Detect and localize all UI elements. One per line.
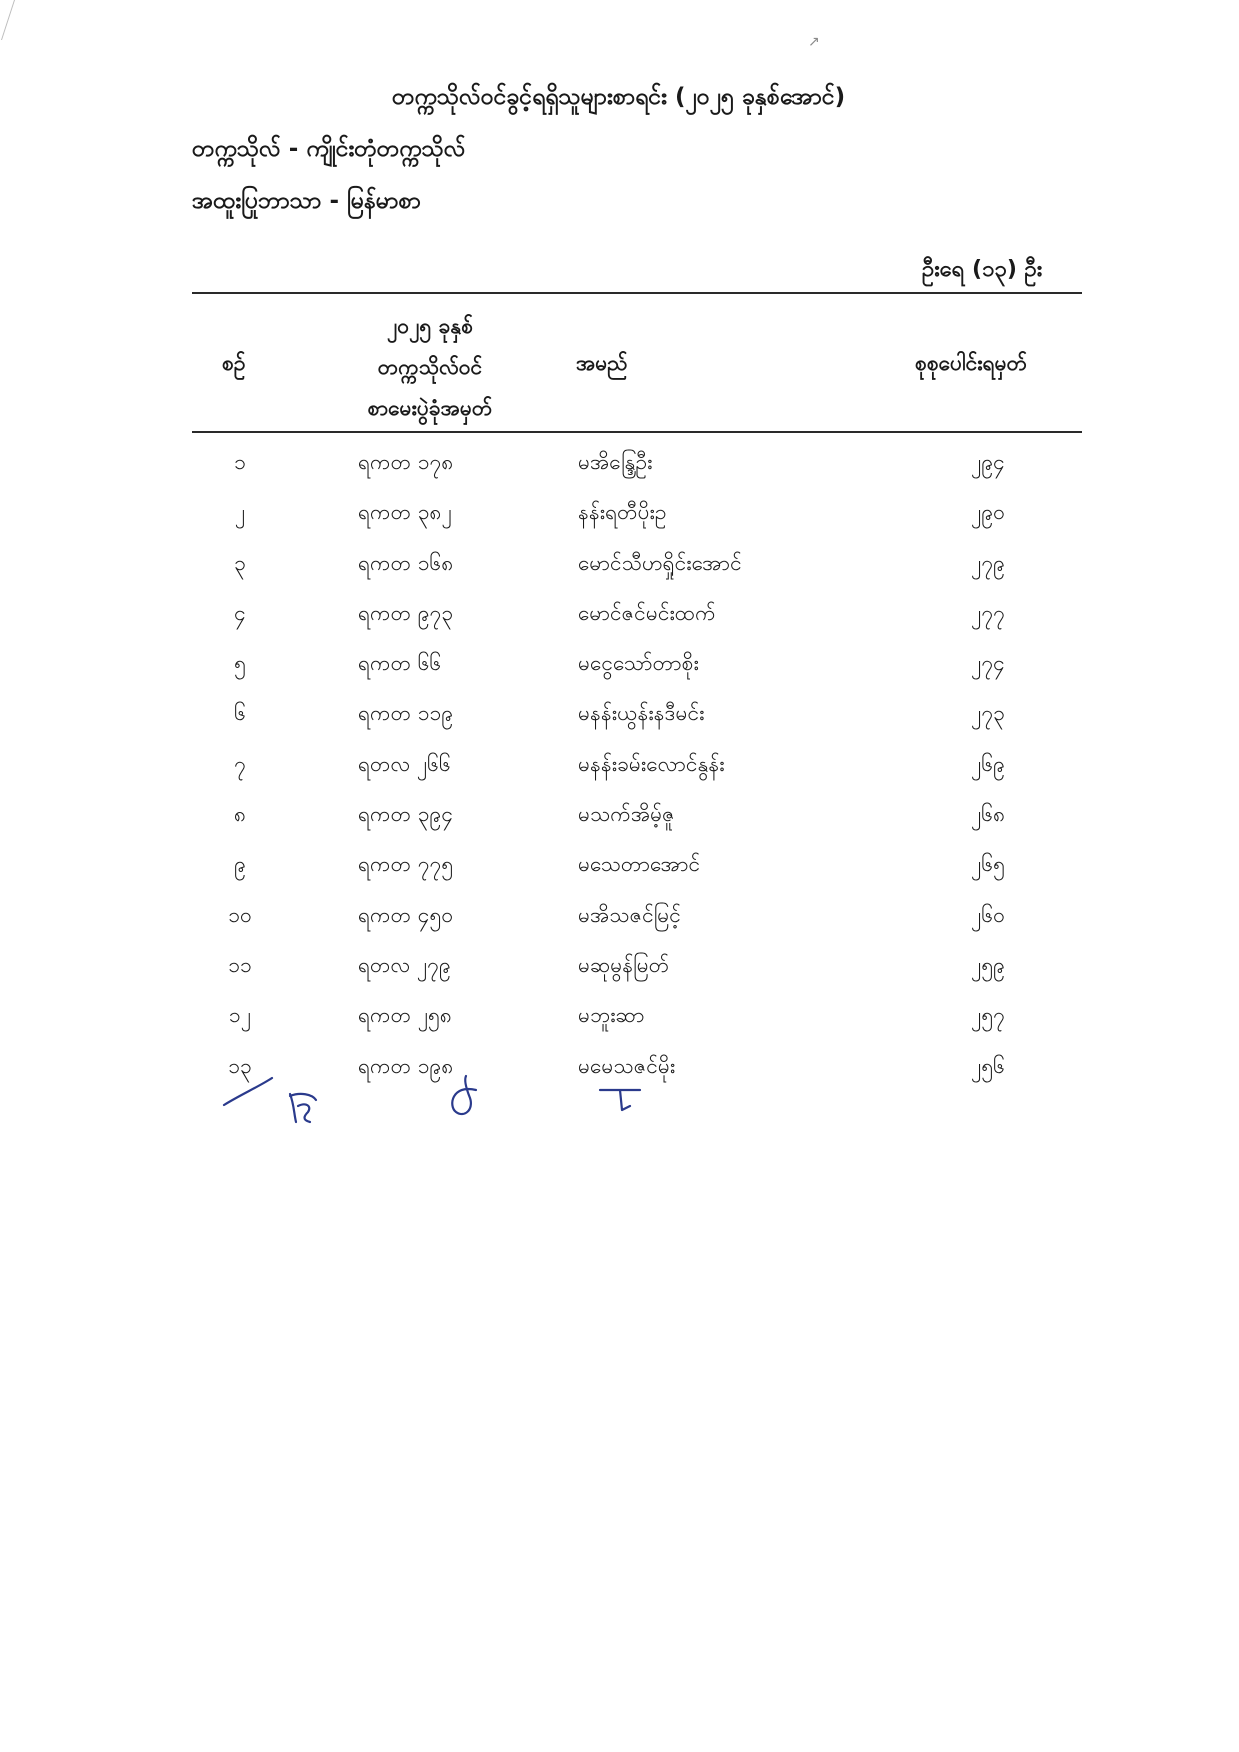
scan-speck: ↗ (808, 34, 820, 50)
cell-total-marks: ၂၇၄ (971, 651, 1005, 676)
cell-serial-no: ၁၁ (228, 952, 252, 977)
header-name: အမည် (576, 351, 628, 375)
table-row (0, 587, 1239, 637)
header-total-marks: စုစုပေါင်းရမှတ် (915, 351, 1028, 375)
table-body (0, 436, 1239, 1090)
signature-stroke-4 (600, 1090, 640, 1110)
cell-student-name: မောင်ဇင်မင်းထက် (578, 600, 716, 625)
cell-serial-no: ၁၀ (228, 902, 252, 927)
cell-serial-no: ၃ (234, 550, 246, 575)
cell-total-marks: ၂၇၃ (971, 701, 1005, 726)
student-count: ဦးရေ (၁၃) ဦး (922, 257, 1043, 282)
cell-roll-number: ရကတ ၃၉၄ (358, 802, 454, 827)
header-exam-roll-number (330, 306, 530, 429)
header-serial-no: စဉ် (222, 351, 246, 375)
cell-student-name: မနန်းယွန်းနဒီမင်း (578, 701, 705, 726)
cell-student-name: မအိန္ဒြေဦး (578, 450, 653, 474)
university-line: တက္ကသိုလ် - ကျိုင်းတုံတက္ကသိုလ် (192, 136, 466, 162)
cell-serial-no: ၉ (234, 852, 246, 877)
table-row (0, 939, 1239, 989)
cell-roll-number: ရကတ ၁၁၉ (358, 701, 454, 726)
cell-total-marks: ၂၉၀ (971, 500, 1005, 525)
cell-roll-number: ရကတ ၁၇၈ (358, 450, 454, 474)
table-row (0, 788, 1239, 838)
cell-roll-number: ရကတ ၂၅၈ (358, 1003, 452, 1028)
cell-roll-number: ရကတ ၉၇၃ (358, 600, 454, 625)
cell-serial-no: ၆ (234, 701, 246, 726)
cell-total-marks: ၂၅၇ (971, 1003, 1005, 1028)
table-row (0, 486, 1239, 536)
cell-student-name: မမေသဇင်မိုး (578, 1053, 676, 1078)
table-row (0, 436, 1239, 486)
table-header-rule (192, 431, 1082, 433)
signature-stroke-2 (290, 1094, 316, 1122)
cell-roll-number: ရတလ ၂၆၆ (358, 751, 451, 776)
cell-roll-number: ရကတ ၇၇၅ (358, 852, 454, 877)
cell-roll-number: ရကတ ၁၆၈ (358, 550, 454, 575)
cell-roll-number: ရကတ ၁၉၈ (358, 1053, 454, 1078)
cell-total-marks: ၂၆၅ (971, 852, 1005, 877)
major-subject-line: အထူးပြုဘာသာ - မြန်မာစာ (192, 188, 421, 214)
cell-total-marks: ၂၆၀ (971, 902, 1005, 927)
cell-roll-number: ရကတ ၆၆ (358, 651, 442, 676)
cell-total-marks: ၂၅၆ (971, 1053, 1005, 1078)
cell-student-name: မောင်သီဟရှိုင်းအောင် (578, 550, 742, 575)
cell-roll-number: ရတလ ၂၇၉ (358, 952, 451, 977)
table-row (0, 738, 1239, 788)
table-row (0, 889, 1239, 939)
table-row (0, 838, 1239, 888)
cell-serial-no: ၁၂ (228, 1003, 252, 1028)
table-row (0, 637, 1239, 687)
cell-total-marks: ၂၅၉ (971, 952, 1005, 977)
scan-edge-mark (0, 0, 15, 40)
table-row (0, 989, 1239, 1039)
cell-student-name: မအိသဇင်မြင့် (578, 902, 681, 927)
cell-student-name: မသက်အိမ့်ဇူ (578, 802, 675, 827)
cell-serial-no: ၂ (234, 500, 246, 525)
cell-student-name: မသေတာအောင် (578, 852, 701, 877)
cell-serial-no: ၈ (234, 802, 246, 827)
cell-serial-no: ၇ (234, 751, 246, 776)
cell-total-marks: ၂၇၇ (971, 600, 1005, 625)
cell-total-marks: ၂၆၉ (971, 751, 1005, 776)
cell-total-marks: ၂၇၉ (971, 550, 1005, 575)
header-exam-roll-line-1: ၂၀၂၅ ခုနှစ် (386, 314, 474, 338)
document-title: တက္ကသိုလ်ဝင်ခွင့်ရရှိသူများစာရင်း (၂၀၂၅ ခုနှစ်အောင်) (392, 84, 846, 110)
cell-student-name: မဘူးဆာ (578, 1003, 645, 1028)
cell-student-name: နန်းရတီပိုးဥ (578, 500, 667, 525)
cell-student-name: မငွေသော်တာစိုး (578, 651, 699, 676)
table-top-rule (192, 292, 1082, 294)
cell-student-name: မဆုမွန်မြတ် (578, 952, 670, 977)
signature-stroke-3 (452, 1076, 476, 1114)
cell-serial-no: ၅ (234, 651, 246, 676)
cell-roll-number: ရကတ ၄၅၀ (358, 902, 454, 927)
cell-roll-number: ရကတ ၃၈၂ (358, 500, 452, 525)
header-exam-roll-line-3: စာမေးပွဲခုံအမှတ် (367, 396, 493, 420)
cell-serial-no: ၁ (234, 450, 246, 474)
cell-total-marks: ၂၆၈ (970, 802, 1006, 827)
header-exam-roll-line-2: တက္ကသိုလ်ဝင် (377, 355, 483, 379)
table-row (0, 687, 1239, 737)
table-row (0, 537, 1239, 587)
cell-total-marks: ၂၉၄ (971, 450, 1005, 474)
signature-stroke-1 (224, 1078, 272, 1105)
cell-serial-no: ၄ (234, 600, 246, 625)
cell-serial-no: ၁၃ (228, 1053, 252, 1078)
handwritten-signatures (220, 1070, 660, 1150)
cell-student-name: မနန်းခမ်းလောင်နွန်း (578, 751, 725, 776)
